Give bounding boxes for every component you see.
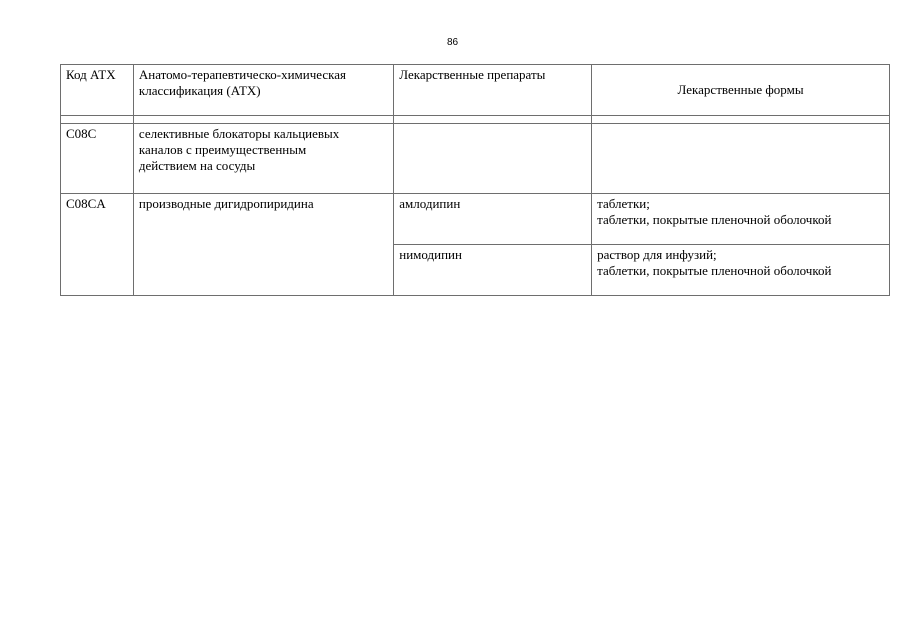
header-drugs xyxy=(394,65,592,116)
table-spacer-row xyxy=(61,116,890,124)
classification-line: производные дигидропиридина xyxy=(138,196,314,211)
header-code xyxy=(61,65,134,116)
header-forms xyxy=(592,65,890,116)
drug-text: амлодипин xyxy=(399,196,461,211)
drug-text: нимодипин xyxy=(399,247,462,262)
form-line: таблетки, покрытые пленочной оболочкой xyxy=(597,263,832,278)
header-classification-line-1: Анатомо-терапевтическо-химическая xyxy=(138,67,347,82)
table-row xyxy=(61,194,890,245)
cell-classification xyxy=(133,194,393,296)
spacer-cell xyxy=(592,116,890,124)
header-forms-text: Лекарственные формы xyxy=(677,82,804,97)
form-line: таблетки, покрытые пленочной оболочкой xyxy=(597,212,832,227)
spacer-cell xyxy=(394,116,592,124)
spacer-cell xyxy=(133,116,393,124)
atx-table xyxy=(60,64,890,296)
spacer-cell xyxy=(61,116,134,124)
cell-code xyxy=(61,124,134,194)
table-row xyxy=(61,124,890,194)
cell-forms xyxy=(592,124,890,194)
header-drugs-text: Лекарственные препараты xyxy=(399,67,546,82)
table-header-row xyxy=(61,65,890,116)
cell-classification xyxy=(133,124,393,194)
cell-drug xyxy=(394,245,592,296)
cell-drug xyxy=(394,194,592,245)
classification-line: действием на сосуды xyxy=(138,158,256,173)
cell-forms xyxy=(592,194,890,245)
form-line: таблетки; xyxy=(597,196,650,211)
cell-forms xyxy=(592,245,890,296)
page-number: 86 xyxy=(446,37,459,48)
classification-line: селективные блокаторы кальциевых xyxy=(138,126,340,141)
form-line: раствор для инфузий; xyxy=(597,247,717,262)
header-code-text: Код АТХ xyxy=(66,67,116,82)
header-classification xyxy=(133,65,393,116)
code-text: C08CA xyxy=(66,196,106,211)
cell-code xyxy=(61,194,134,296)
classification-line: каналов с преимущественным xyxy=(138,142,307,157)
code-text: C08C xyxy=(66,126,97,141)
cell-drug xyxy=(394,124,592,194)
header-classification-line-2: классификация (АТХ) xyxy=(138,83,261,98)
